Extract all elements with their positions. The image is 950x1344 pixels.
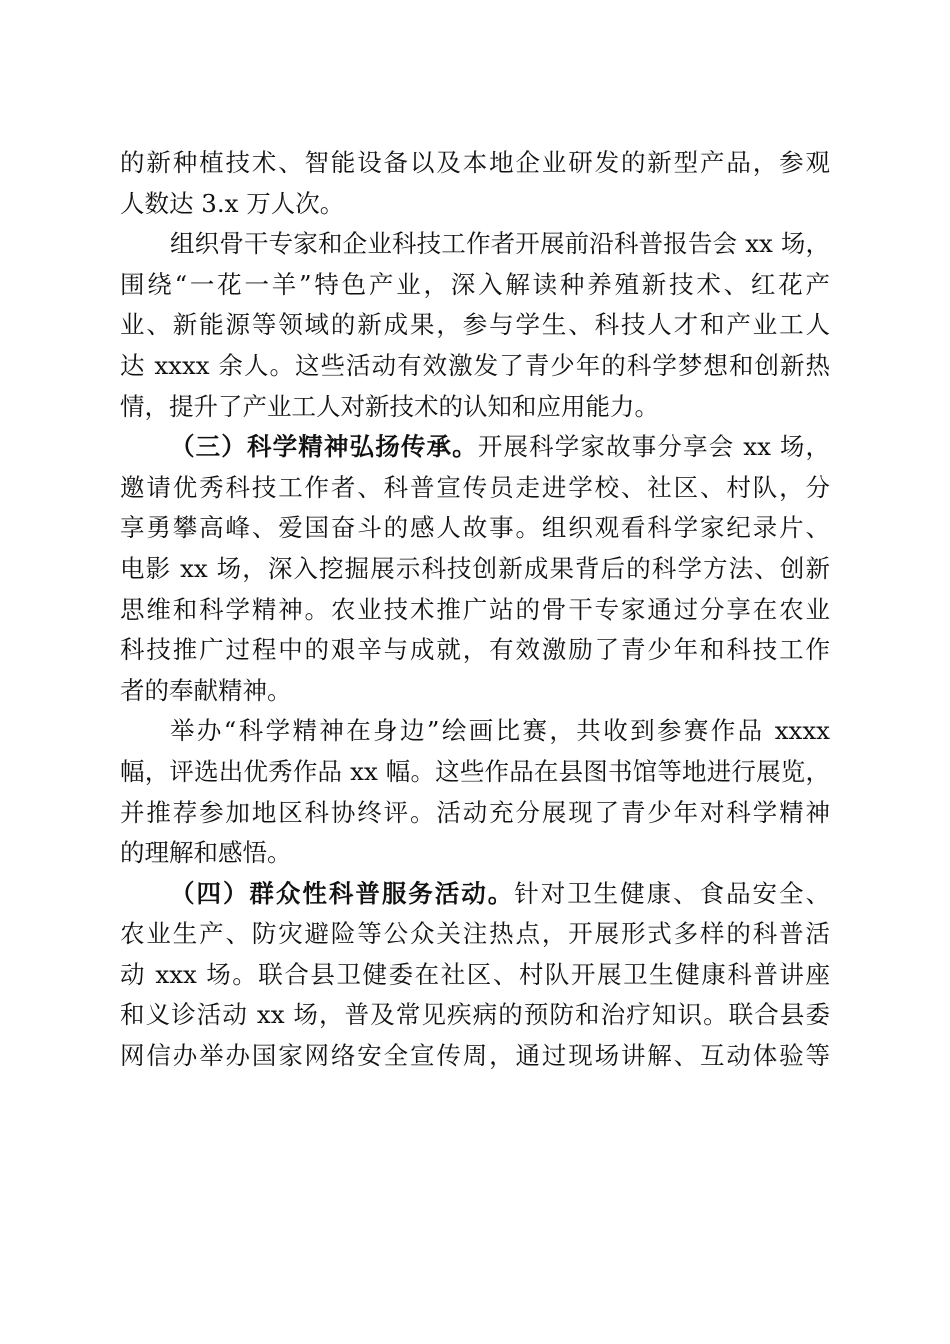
text-line: 者的奉献精神。 [120, 675, 292, 705]
text-line: 业、新能源等领域的新成果，参与学生、科技人才和产业工人 [120, 310, 830, 340]
text-line: 科技推广过程中的艰辛与成就，有效激励了青少年和科技工作 [120, 635, 830, 665]
section-heading: （三）科学精神弘扬传承。 [170, 432, 478, 462]
text-line: 和义诊活动 xx 场，普及常见疾病的预防和治疗知识。联合县委 [120, 1000, 830, 1030]
text-line: 达 xxxx 余人。这些活动有效激发了青少年的科学梦想和创新热 [120, 350, 830, 380]
text-line: 并推荐参加地区科协终评。活动充分展现了青少年对科学精神 [120, 797, 830, 827]
text-line: 的新种植技术、智能设备以及本地企业研发的新型产品，参观 [120, 148, 830, 177]
text-line: 电影 xx 场，深入挖掘展示科技创新成果背后的科学方法、创新 [120, 553, 830, 583]
text-line: 围绕“一花一羊”特色产业，深入解读种养殖新技术、红花产 [120, 269, 830, 299]
text-line: 举办“科学精神在身边”绘画比赛，共收到参赛作品 xxxx [170, 716, 830, 746]
paragraph-5 [120, 874, 830, 1077]
paragraph-2 [120, 224, 830, 427]
text-line: 邀请优秀科技工作者、科普宣传员走进学校、社区、村队，分 [120, 472, 830, 502]
text-line: 的理解和感悟。 [120, 838, 292, 868]
text-line: 网信办举办国家网络安全宣传周，通过现场讲解、互动体验等 [120, 1041, 830, 1071]
section-heading: （四）群众性科普服务活动。 [170, 878, 515, 908]
text-line: 人数达 3.x 万人次。 [120, 188, 345, 218]
document-page [120, 143, 830, 1077]
text-run: 针对卫生健康、食品安全、 [514, 878, 831, 908]
text-line: 农业生产、防灾避险等公众关注热点，开展形式多样的科普活 [120, 919, 830, 949]
text-line: 思维和科学精神。农业技术推广站的骨干专家通过分享在农业 [120, 594, 830, 624]
text-line: 组织骨干专家和企业科技工作者开展前沿科普报告会 xx 场， [170, 229, 830, 259]
paragraph-3 [120, 427, 830, 711]
text-line [120, 874, 830, 915]
text-line: 动 xxx 场。联合县卫健委在社区、村队开展卫生健康科普讲座 [120, 959, 830, 989]
text-line [120, 427, 830, 468]
text-line: 幅，评选出优秀作品 xx 幅。这些作品在县图书馆等地进行展览， [120, 756, 830, 786]
text-line: 情，提升了产业工人对新技术的认知和应用能力。 [120, 391, 659, 421]
paragraph-1 [120, 143, 830, 224]
paragraph-4 [120, 711, 830, 873]
text-run: 开展科学家故事分享会 xx 场， [477, 432, 831, 462]
text-line: 享勇攀高峰、爱国奋斗的感人故事。组织观看科学家纪录片、 [120, 513, 830, 543]
